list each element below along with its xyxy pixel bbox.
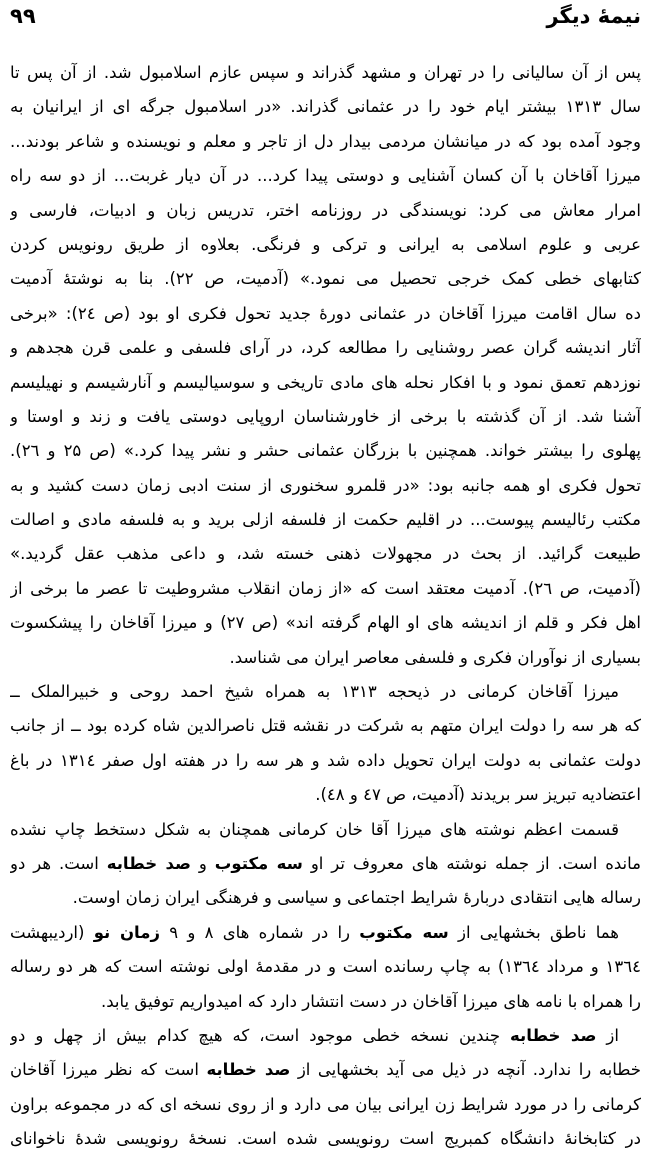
text-line [10, 847, 641, 881]
text-segment: را در شماره های ۸ و ۹ [159, 922, 360, 942]
book-title: نیمهٔ دیگر [546, 4, 641, 28]
text-line [10, 1053, 641, 1087]
text-segment: قسمت اعظم نوشته های میرزا آقا خان کرمانی همچنان به شکل دستخط چاپ نشده [10, 819, 619, 839]
text-line [10, 366, 641, 400]
text-segment: میرزا آقاخان کرمانی در ذیحجه ۱۳۱۳ به همراه شیخ احمد روحی و خبیرالملک ــ [10, 682, 619, 702]
text-segment: اهل فکر و قلم از اندیشه های او الهام گرفته اند» (ص ۲۷) و میرزا آقاخان را پیشکسوت [10, 613, 641, 633]
text-segment: چندین نسخه خطی موجود است، که هیچ کدام بیش از چهل و دو [10, 1025, 511, 1045]
text-line [10, 469, 641, 503]
text-segment: نوزدهم تعمق نمود و با افکار نحله های مادی تاریخی و سوسیالیسم و آنارشیسم و نهیلیسم [10, 372, 641, 392]
text-line [10, 228, 641, 262]
text-segment: (آدمیت، ص ۲٦). آدمیت معتقد است که «از زمان انقلاب مشروطیت تا عصر ما برخی از [10, 578, 641, 598]
text-line [10, 194, 641, 228]
bold-title-text: صد خطابه [510, 1025, 597, 1045]
text-line [10, 297, 641, 331]
text-segment: در کتابخانهٔ دانشگاه کمبریج است رونویسی شده است. نسخهٔ رونویسی شدهٔ ناخوانای [10, 1129, 641, 1149]
page-body-text [10, 56, 641, 1157]
text-segment: سال ۱۳۱۳ بیشتر ایام خود را در عثمانی گذراند. «در اسلامبول جرگه ای از ایرانیان به [10, 97, 641, 117]
page-number: ۹۹ [10, 4, 36, 28]
text-line [10, 778, 641, 812]
text-segment: مکتب رئالیسم پیوست... در اقلیم حکمت از فلسفه ازلی برید و به فلسفه مادی و اصالت [10, 510, 641, 530]
text-segment: آشنا شد. از آن گذشته با برخی از خاورشناسان اروپایی دوستی یافت و زند و اوستا و [10, 406, 641, 426]
running-header [10, 4, 641, 36]
text-segment: خطابه را ندارد. آنچه در ذیل می آید بخشهایی از [290, 1060, 641, 1080]
text-line [10, 709, 641, 743]
text-line [10, 56, 641, 90]
text-segment: آثار اندیشه گران عصر روشنایی را مطالعه کرد، در آرای فلسفی و علمی قرن هجدهم و [10, 338, 641, 358]
text-segment: کرمانی را در مورد شرایط زن ایرانی بیان می دارد و از روی نسخه ای که در مجموعه براون [10, 1094, 641, 1114]
text-segment: ده سال اقامت میرزا آقاخان در عثمانی دورهٔ جدید تحول فکری او بود (ص ۲٤): «برخی [10, 303, 641, 323]
bold-title-text: صد خطابه [206, 1060, 291, 1080]
text-line [10, 262, 641, 296]
text-line [10, 125, 641, 159]
text-segment: هما ناطق بخشهایی از [448, 922, 620, 942]
text-segment: کتابهای خطی کمک خرجی تحصیل می نمود.» (آدمیت، ص ۲۲). بنا به نوشتهٔ آدمیت [10, 269, 641, 289]
text-line [10, 606, 641, 640]
bold-title-text: سه مکتوب [359, 922, 449, 942]
bold-title-text: صد خطابه [106, 853, 191, 873]
text-segment: دولت عثمانی به دولت ایران تحویل داده شد و هر سه را در هفته اول صفر ۱۳۱٤ در باغ [10, 750, 641, 770]
text-line [10, 881, 641, 915]
text-line [10, 572, 641, 606]
text-line [10, 641, 641, 675]
text-segment: است. هر دو [10, 853, 107, 873]
text-line [10, 537, 641, 571]
text-segment: امرار معاش می کرد: نویسندگی در روزنامه اختر، تدریس زبان و ادبیات، فارسی و [10, 200, 641, 220]
text-line [10, 916, 641, 950]
text-line [10, 1088, 641, 1122]
text-line [10, 90, 641, 124]
text-line [10, 503, 641, 537]
text-segment: است که نظر میرزا آقاخان [10, 1060, 207, 1080]
text-segment: وجود آمده بود که در میانشان مردمی بیدار دل از تاجر و معلم و نویسنده و شاعر بودند... [10, 131, 641, 151]
text-segment: رساله هایی انتقادی دربارهٔ شرایط اجتماعی و سیاسی و فرهنگی ایران زمان اوست. [72, 888, 641, 908]
text-line [10, 331, 641, 365]
text-segment: میرزا آقاخان با آن کسان آشنایی و دوستی پیدا کرد... در آن دیار غربت... از دو سه راه [10, 166, 641, 186]
text-segment: را همراه با نامه های میرزا آقاخان در دست انتشار دارد که امیدواریم توفیق یابد. [101, 991, 641, 1011]
text-segment: از [596, 1025, 619, 1045]
text-segment: طبیعت گرائید. از بحث در مجهولات ذهنی خسته شد، و داعی مذهب عقل گردید.» [10, 544, 641, 564]
bold-title-text: زمان نو [93, 922, 160, 942]
text-line [10, 985, 641, 1019]
text-line [10, 950, 641, 984]
text-line [10, 1019, 641, 1053]
text-segment: بسیاری از نوآوران فکری و فلسفی معاصر ایران می شناسد. [229, 647, 641, 667]
text-line [10, 813, 641, 847]
text-segment: پهلوی را بیشتر خواند. همچنین با بزرگان عثمانی حشر و نشر پیدا کرد.» (ص ۲۵ و ۲٦). [10, 441, 641, 461]
text-line [10, 1122, 641, 1156]
text-segment: عربی و علوم اسلامی به ایرانی و ترکی و فرنگی. بعلاوه از طریق رونویس کردن [10, 234, 641, 254]
text-segment: تحول فکری او همه جانبه بود: «در قلمرو سخنوری از سنت ادبی زمان دست کشید و به [10, 475, 641, 495]
text-segment: که هر سه را دولت ایران متهم به شرکت در نقشه قتل ناصرالدین شاه کرده بود ــ از جانب [10, 716, 641, 736]
bold-title-text: سه مکتوب [214, 853, 303, 873]
text-segment: پس از آن سالیانی را در تهران و مشهد گذراند و سپس عازم اسلامبول شد. از آن پس تا [10, 63, 641, 82]
text-line [10, 159, 641, 193]
text-segment: اعتضادیه تبریز سر بریدند (آدمیت، ص ٤۷ و ٤۸). [315, 785, 641, 805]
text-line [10, 434, 641, 468]
text-segment: مانده است. از جمله نوشته های معروف تر او [302, 853, 641, 873]
text-segment: و [190, 853, 215, 873]
text-line [10, 744, 641, 778]
text-segment: (اردیبهشت [10, 922, 94, 942]
text-line [10, 400, 641, 434]
text-segment: ۱۳٦٤ و مرداد ۱۳٦٤) به چاپ رسانده است و در مقدمهٔ اولی نوشته است که هر دو رساله [10, 957, 641, 977]
text-line [10, 675, 641, 709]
